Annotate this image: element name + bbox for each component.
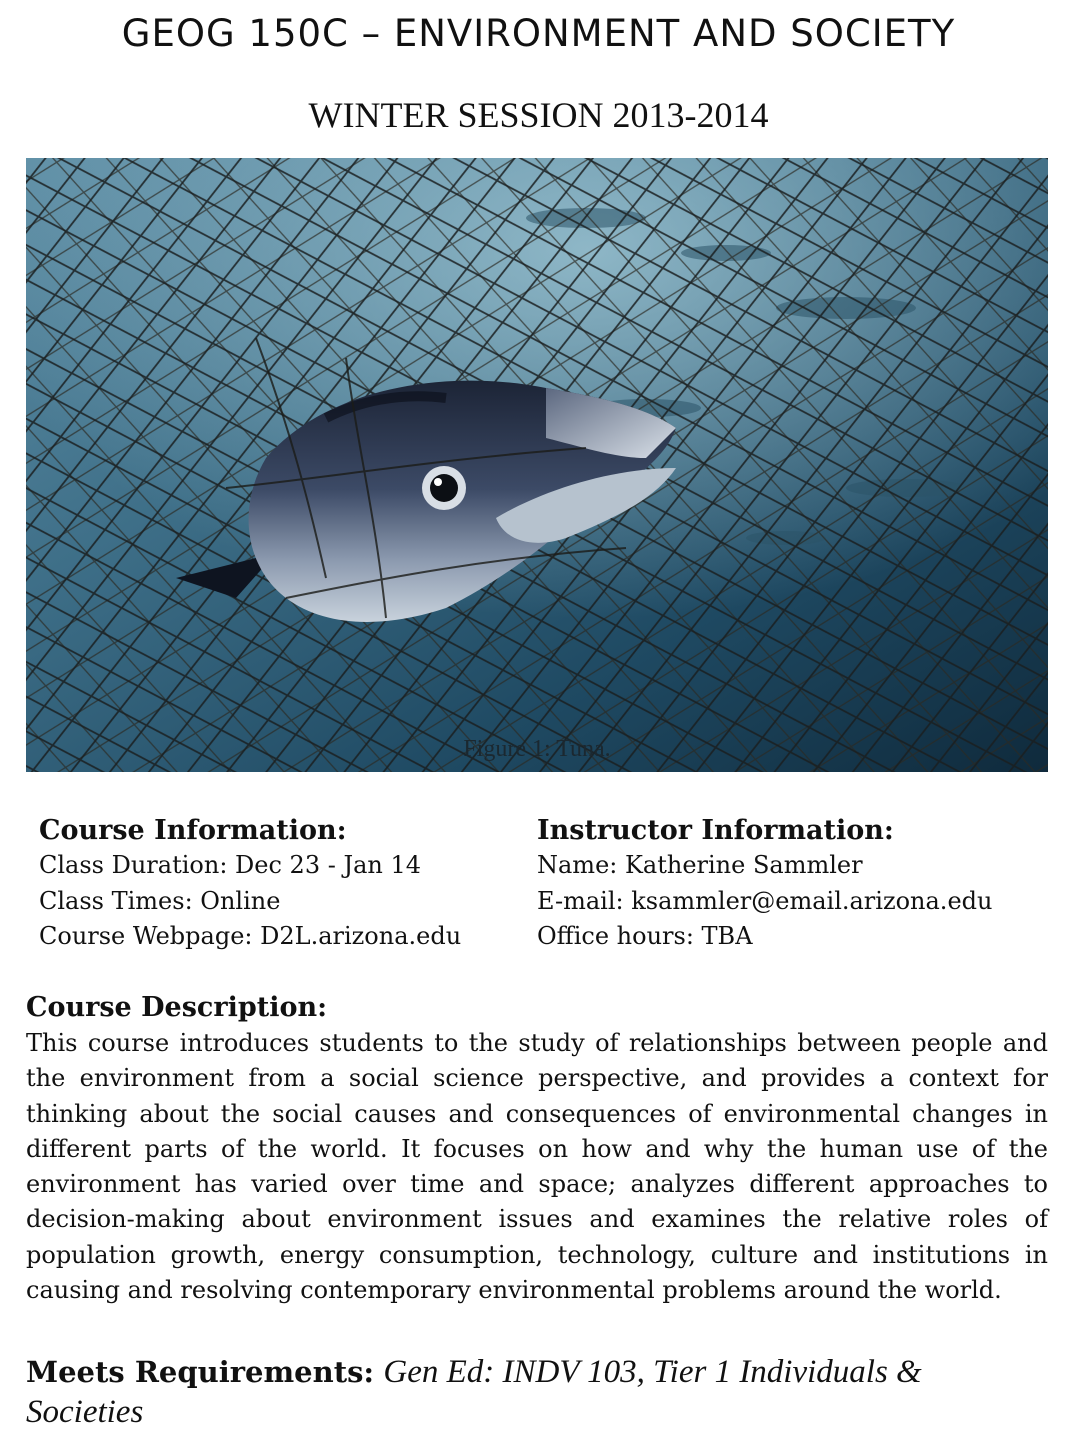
instructor-info-heading: Instructor Information: (537, 815, 894, 846)
figure-caption: Figure 1: Tuna. (463, 736, 611, 762)
session-title: WINTER SESSION 2013-2014 (308, 95, 769, 135)
office-hours: Office hours: TBA (537, 922, 753, 950)
class-times: Class Times: Online (39, 886, 281, 915)
requirements-value: Gen Ed: INDV 103, Tier 1 Individuals & Societies (26, 1354, 922, 1430)
requirements-label: Meets Requirements: (26, 1355, 375, 1389)
course-info-section (39, 814, 509, 955)
instructor-info-section (537, 814, 1057, 955)
page-title: GEOG 150C – ENVIRONMENT AND SOCIETY (121, 12, 956, 55)
requirements-line (26, 1352, 986, 1432)
course-info-heading: Course Information: (39, 815, 347, 846)
course-description-heading: Course Description: (26, 992, 328, 1023)
tuna-photo (26, 158, 1048, 772)
instructor-email: E-mail: ksammler@email.arizona.edu (537, 886, 993, 915)
course-description-text: This course introduces students to the study of relationships between people and the environment from a social science perspective, and provides a context for thinking about the social causes and consequences of environmental changes in different parts of the world. It focuses on how and why the human use of the environment has varied over time and space; analyzes different approaches to decision-making about environment issues and examines the relative roles of population growth, energy consumption, technology, culture and institutions in causing and resolving contemporary environmental problems around the world. (26, 1029, 1048, 1305)
class-duration: Class Duration: Dec 23 - Jan 14 (39, 851, 422, 879)
course-description-section (26, 990, 1048, 1308)
instructor-name: Name: Katherine Sammler (537, 851, 863, 879)
course-webpage: Course Webpage: D2L.arizona.edu (39, 922, 462, 950)
